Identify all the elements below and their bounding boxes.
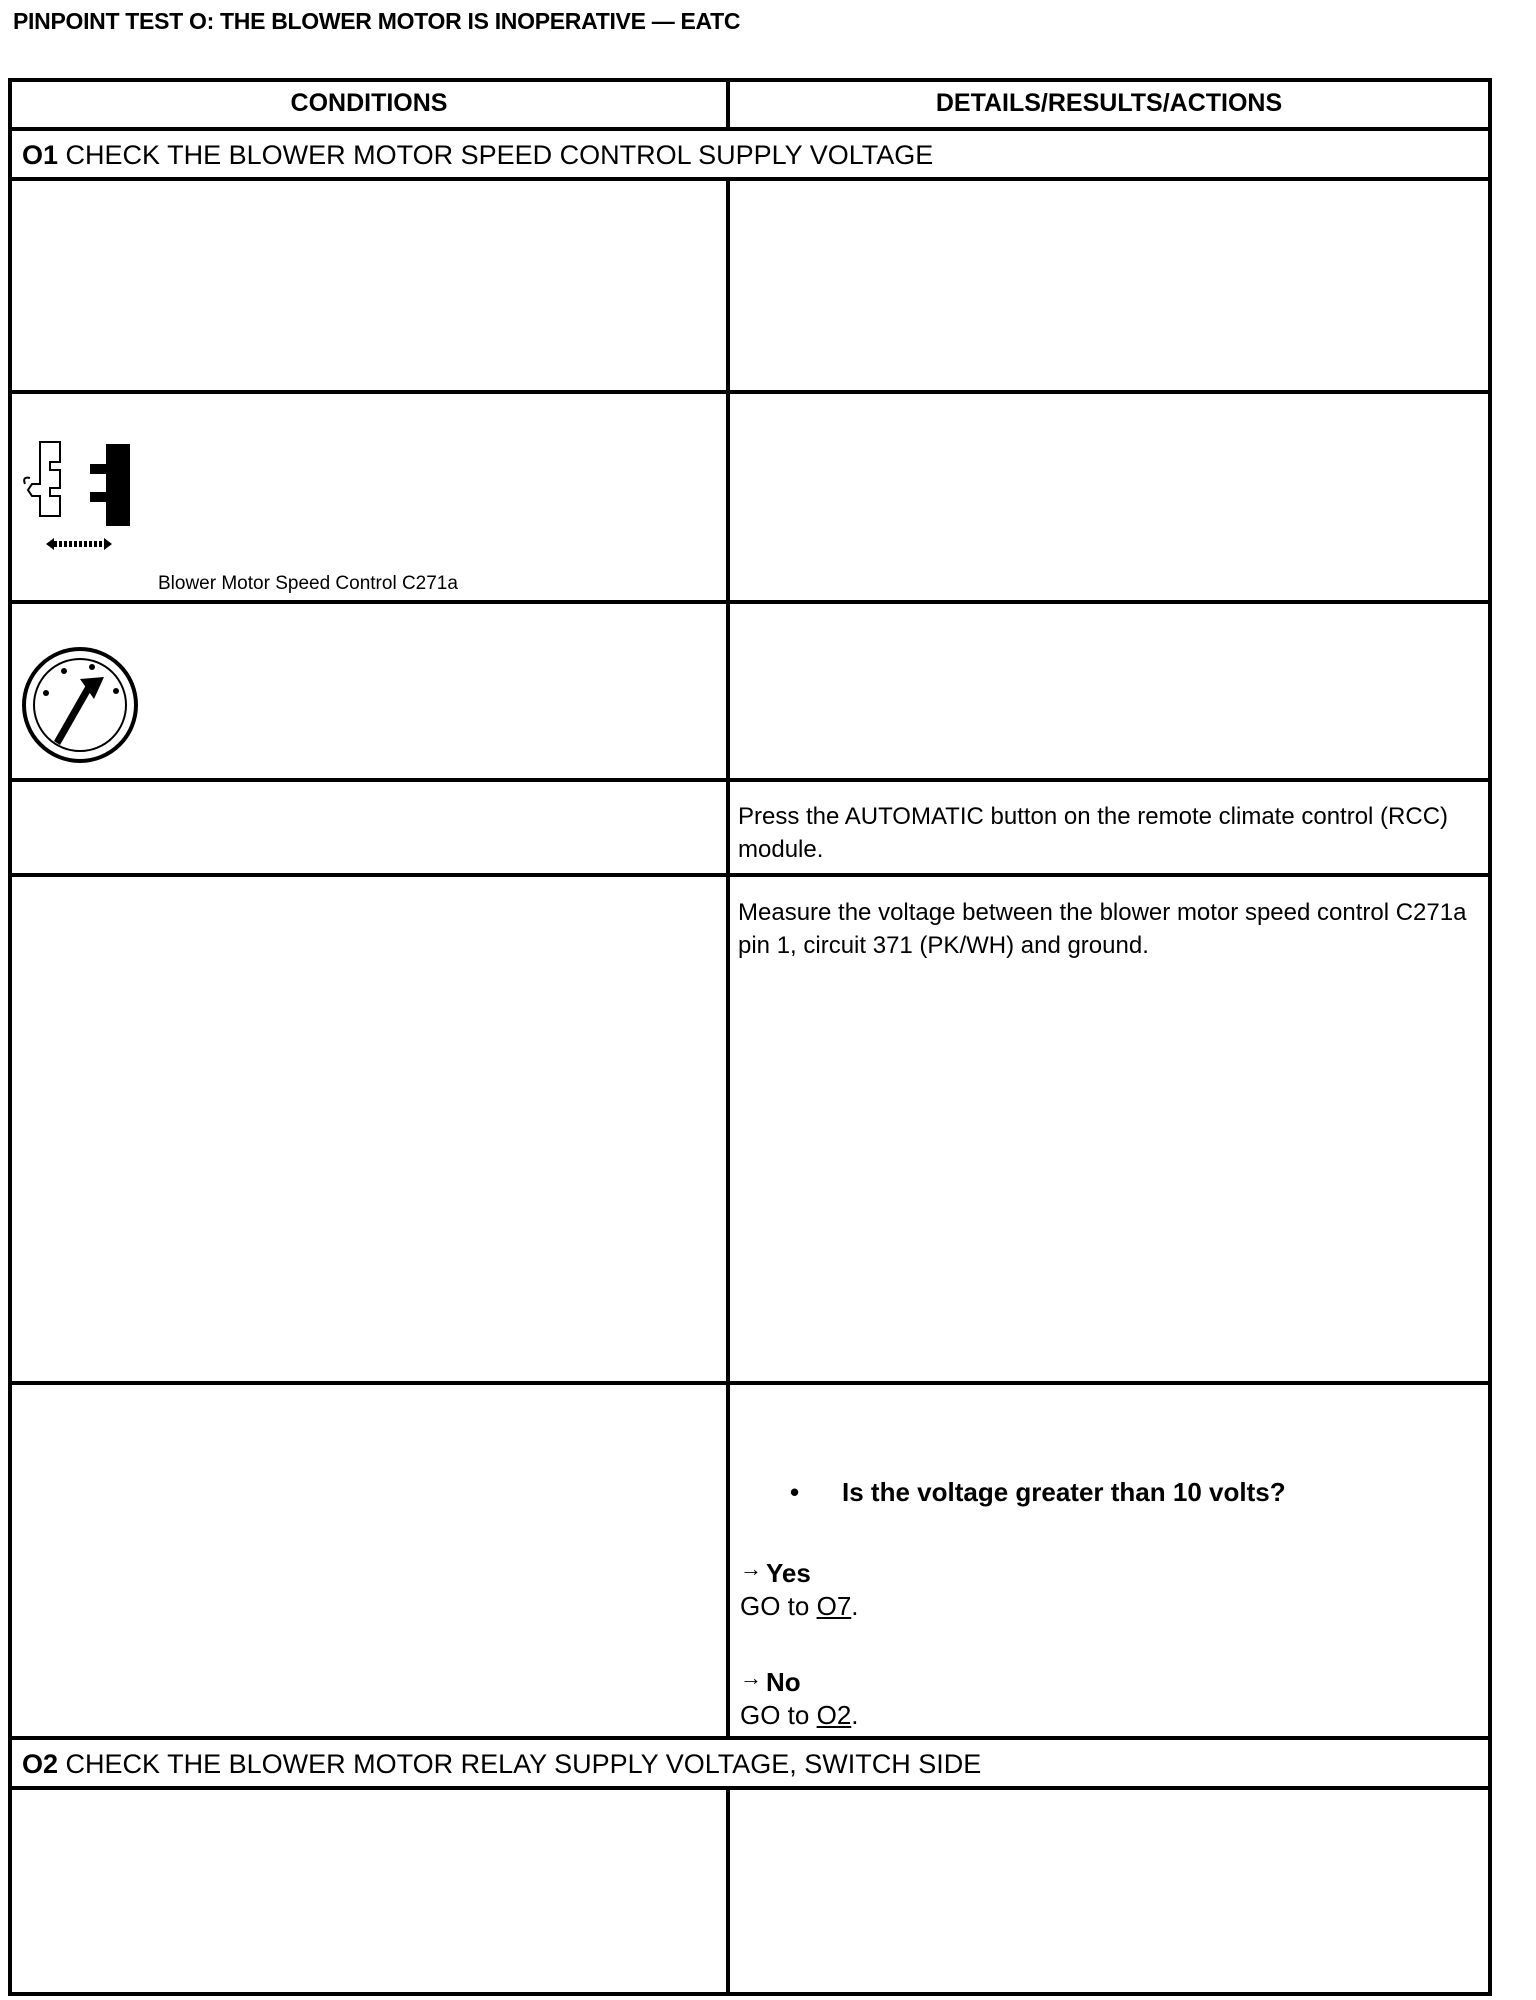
action-measure-voltage: Measure the voltage between the blower motor speed control C271a pin 1, circuit 371 (PK/WH) and ground. xyxy=(738,899,1467,959)
step-o2-heading xyxy=(22,1749,981,1780)
page-title: PINPOINT TEST O: THE BLOWER MOTOR IS INOPERATIVE — EATC xyxy=(13,8,741,34)
period: . xyxy=(851,1591,859,1621)
yes-branch xyxy=(740,1552,859,1623)
details-header: DETAILS/RESULTS/ACTIONS xyxy=(935,89,1283,117)
link-o7[interactable]: O7 xyxy=(816,1591,852,1621)
no-branch xyxy=(740,1661,859,1732)
link-o2[interactable]: O2 xyxy=(816,1700,852,1730)
conditions-header: CONDITIONS xyxy=(290,89,448,117)
period: . xyxy=(851,1700,859,1730)
step-text: CHECK THE BLOWER MOTOR RELAY SUPPLY VOLTAGE, SWITCH SIDE xyxy=(65,1749,982,1779)
no-label: No xyxy=(766,1667,801,1697)
yes-action-prefix: GO to xyxy=(740,1591,810,1621)
ignition-switch-icon xyxy=(20,645,140,765)
action-press-automatic: Press the AUTOMATIC button on the remote climate control (RCC) module. xyxy=(738,803,1449,863)
connector-disconnect-icon xyxy=(18,440,138,555)
step-text: CHECK THE BLOWER MOTOR SPEED CONTROL SUPPLY VOLTAGE xyxy=(65,140,934,170)
bullet: • xyxy=(790,1477,800,1507)
step-id: O2 xyxy=(22,1749,59,1779)
arrow-right-icon: → xyxy=(740,1665,762,1690)
connector-caption: Blower Motor Speed Control C271a xyxy=(158,573,458,594)
step-o1-heading xyxy=(22,140,933,171)
arrow-right-icon: → xyxy=(740,1556,762,1581)
no-action-prefix: GO to xyxy=(740,1700,810,1730)
step-id: O1 xyxy=(22,140,59,170)
yes-label: Yes xyxy=(766,1558,811,1588)
question-text: Is the voltage greater than 10 volts? xyxy=(842,1477,1286,1507)
